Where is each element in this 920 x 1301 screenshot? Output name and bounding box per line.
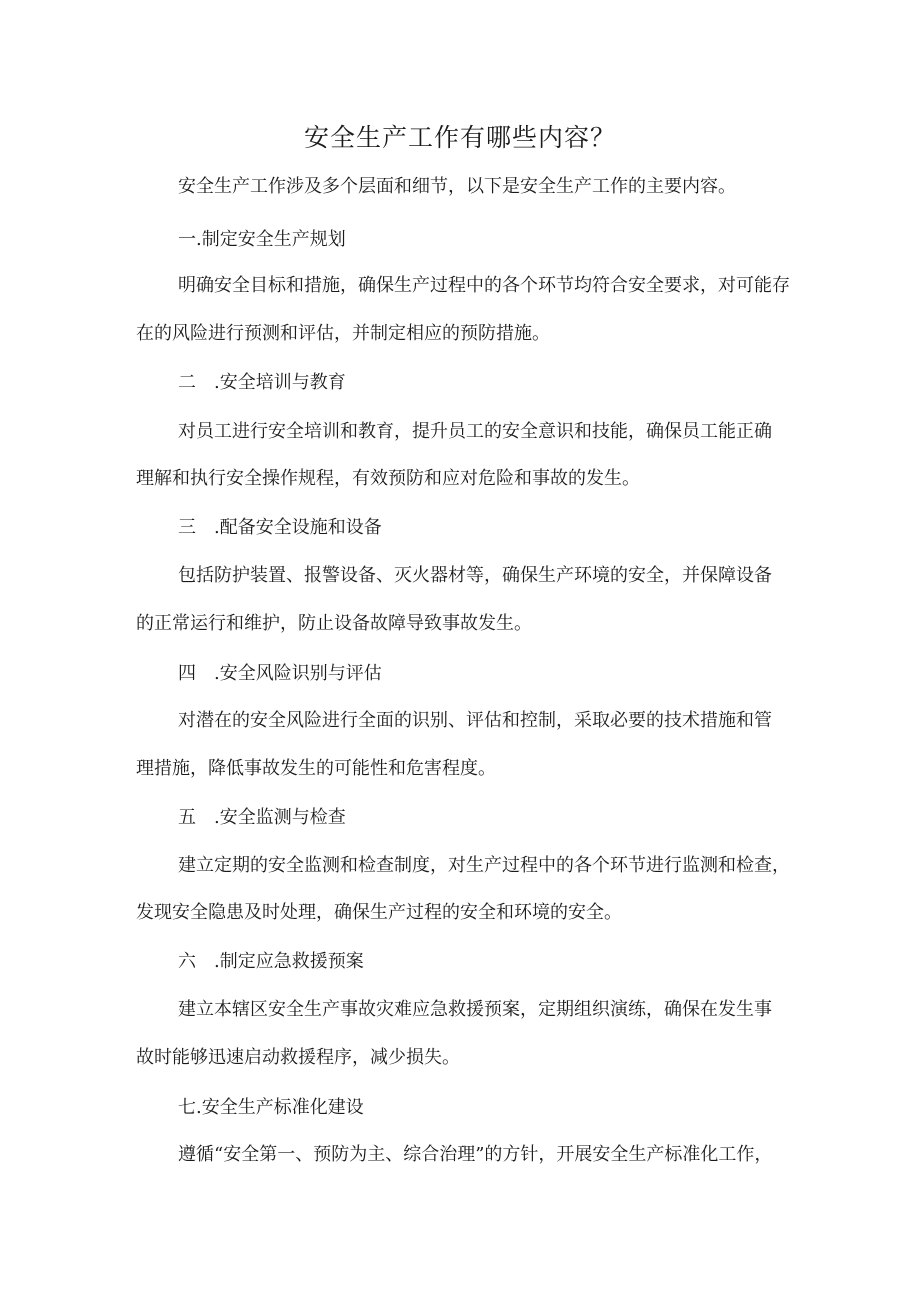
section-7-line-1: 遵循“安全第一、预防为主、综合治理”的方针，开展安全生产标准化工作， [178, 1144, 773, 1165]
section-5-line-1: 建立定期的安全监测和检查制度，对生产过程中的各个环节进行监测和检查， [178, 855, 790, 876]
section-heading-3: 三 .配备安全设施和设备 [178, 517, 382, 538]
section-4-line-1: 对潜在的安全风险进行全面的识别、评估和控制，采取必要的技术措施和管 [178, 710, 772, 731]
document-title: 安全生产工作有哪些内容？ [303, 123, 616, 152]
section-3-line-2: 的正常运行和维护，防止设备故障导致事故发生。 [136, 613, 532, 634]
section-heading-7: 七.安全生产标准化建设 [178, 1097, 364, 1118]
section-3-line-1: 包括防护装置、报警设备、灭火器材等，确保生产环境的安全，并保障设备 [178, 565, 772, 586]
section-2-line-2: 理解和执行安全操作规程，有效预防和应对危险和事故的发生。 [136, 468, 640, 489]
section-6-line-2: 故时能够迅速启动救援程序，减少损失。 [136, 1047, 460, 1068]
section-heading-6: 六 .制定应急救援预案 [178, 951, 364, 972]
section-4-line-2: 理措施，降低事故发生的可能性和危害程度。 [136, 758, 496, 779]
section-5-line-2: 发现安全隐患及时处理，确保生产过程的安全和环境的安全。 [136, 902, 622, 923]
section-heading-4: 四 .安全风险识别与评估 [178, 663, 382, 684]
section-2-line-1: 对员工进行安全培训和教育，提升员工的安全意识和技能，确保员工能正确 [178, 421, 772, 442]
section-heading-1: 一.制定安全生产规划 [178, 229, 346, 250]
section-heading-2: 二 .安全培训与教育 [178, 372, 346, 393]
section-1-line-1: 明确安全目标和措施，确保生产过程中的各个环节均符合安全要求，对可能存 [178, 275, 790, 296]
section-1-line-2: 在的风险进行预测和评估，并制定相应的预防措施。 [136, 323, 550, 344]
section-heading-5: 五 .安全监测与检查 [178, 807, 346, 828]
intro-paragraph: 安全生产工作涉及多个层面和细节，以下是安全生产工作的主要内容。 [178, 176, 736, 197]
section-6-line-1: 建立本辖区安全生产事故灾难应急救援预案，定期组织演练，确保在发生事 [178, 999, 772, 1020]
